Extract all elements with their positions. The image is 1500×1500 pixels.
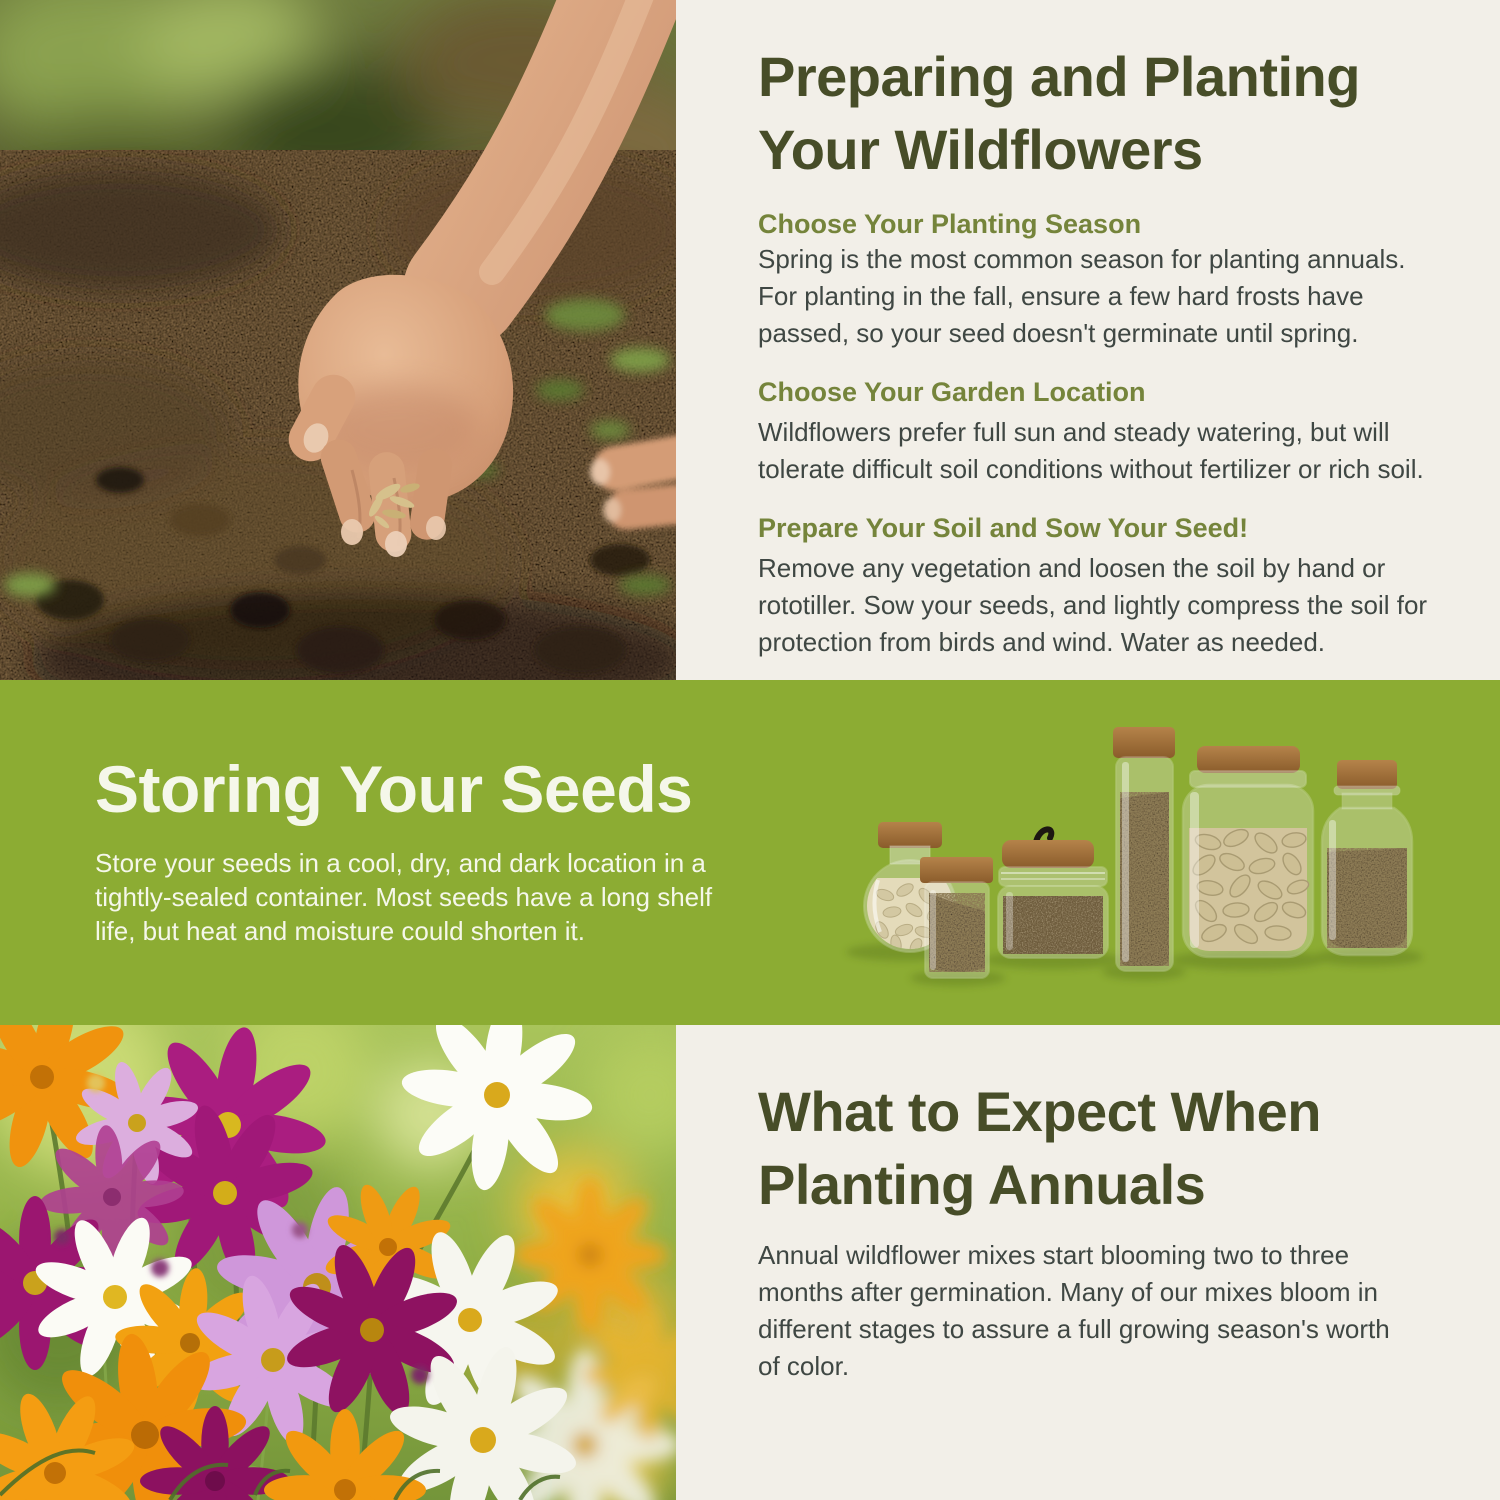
section-preparing <box>0 0 1500 680</box>
jar-tall-tube <box>1113 727 1175 971</box>
tip-body-line: protection from birds and wind. Water as needed. <box>758 627 1325 657</box>
preparing-heading-line2: Your Wildflowers <box>758 118 1203 181</box>
expect-body-line: of color. <box>758 1351 850 1381</box>
tip-title: Prepare Your Soil and Sow Your Seed! <box>758 513 1249 543</box>
storing-body-line: Store your seeds in a cool, dry, and dark location in a <box>95 848 706 878</box>
tip-body-line: tolerate difficult soil conditions without fertilizer or rich soil. <box>758 454 1424 484</box>
tip-body-line: passed, so your seed doesn't germinate until spring. <box>758 318 1359 348</box>
section-storing <box>0 680 1500 1025</box>
tip-planting-season <box>758 207 1500 352</box>
tip-body-line: For planting in the fall, ensure a few hard frosts have <box>758 281 1364 311</box>
preparing-text-panel <box>676 0 1500 680</box>
wildflowers-illustration <box>0 1025 676 1500</box>
expect-body <box>758 1237 1500 1385</box>
hand-sowing-seeds-photo <box>0 0 676 680</box>
seed-jars-illustration <box>800 680 1500 1025</box>
expect-heading <box>758 1075 1500 1221</box>
expect-text-panel <box>676 1025 1500 1500</box>
expect-heading-line2: Planting Annuals <box>758 1153 1206 1216</box>
storing-heading: Storing Your Seeds <box>95 752 693 826</box>
seed-jars-photo <box>800 680 1500 1025</box>
tip-garden-location <box>758 375 1500 488</box>
tip-body-line: Remove any vegetation and loosen the soil by hand or <box>758 553 1386 583</box>
expect-heading-line1: What to Expect When <box>758 1080 1321 1143</box>
section-expect <box>0 1025 1500 1500</box>
tip-body-line: rototiller. Sow your seeds, and lightly compress the soil for <box>758 590 1428 620</box>
soil-photo-illustration <box>0 0 676 680</box>
expect-body-line: Annual wildflower mixes start blooming two to three <box>758 1240 1350 1270</box>
storing-body-line: life, but heat and moisture could shorten it. <box>95 916 585 946</box>
tip-body-line: Wildflowers prefer full sun and steady watering, but will <box>758 417 1390 447</box>
wildflower-blooms-photo <box>0 1025 676 1500</box>
jar-mixed-seeds <box>1322 760 1412 955</box>
jar-dark-powder <box>920 857 993 978</box>
preparing-heading-line1: Preparing and Planting <box>758 45 1360 108</box>
tip-title: Choose Your Planting Season <box>758 209 1142 239</box>
jar-pumpkin-seeds <box>1183 746 1313 957</box>
expect-body-line: different stages to assure a full growing season's worth <box>758 1314 1390 1344</box>
tip-prepare-soil <box>758 511 1500 661</box>
tip-body-line: Spring is the most common season for planting annuals. <box>758 244 1406 274</box>
jar-tan-seed <box>998 829 1108 958</box>
preparing-heading <box>758 40 1500 186</box>
tip-title: Choose Your Garden Location <box>758 377 1146 407</box>
storing-body-line: tightly-sealed container. Most seeds have a long shelf <box>95 882 713 912</box>
expect-body-line: months after germination. Many of our mixes bloom in <box>758 1277 1378 1307</box>
